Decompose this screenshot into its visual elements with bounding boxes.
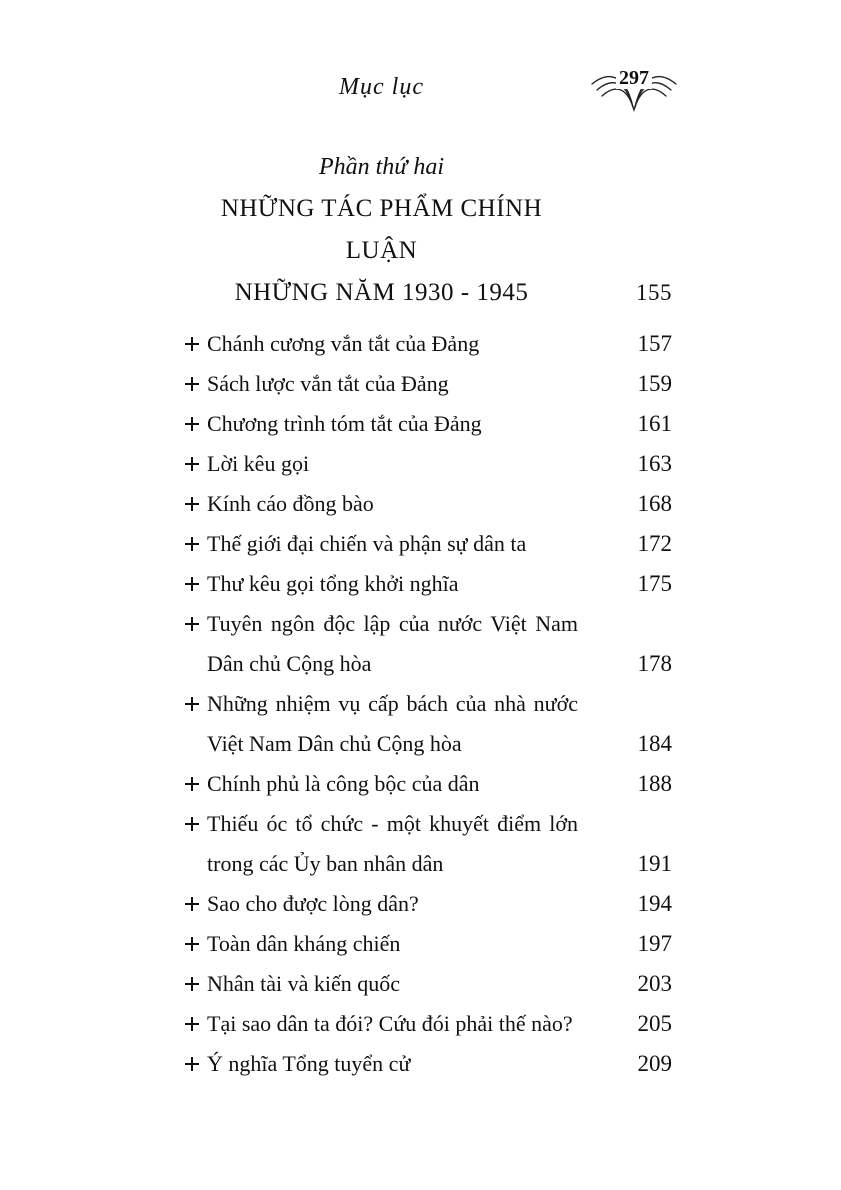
cross-bullet-icon — [185, 404, 207, 431]
entry-page-number: 197 — [637, 931, 672, 956]
section-headings — [185, 146, 672, 314]
entry-title: Tuyên ngôn độc lập của nước Việt Nam Dân chủ Cộng hòa — [207, 611, 578, 676]
entry-page-number: 175 — [637, 571, 672, 596]
cross-bullet-icon — [185, 1004, 207, 1031]
entry-page-number: 178 — [637, 651, 672, 676]
entry-title: Thế giới đại chiến và phận sự dân ta — [207, 531, 527, 556]
entry-title: Thiếu óc tổ chức - một khuyết điểm lớn trong các Ủy ban nhân dân — [207, 811, 578, 876]
entry-title: Chính phủ là công bộc của dân — [207, 771, 480, 796]
entry-page-number: 194 — [637, 891, 672, 916]
toc-entry — [185, 404, 672, 444]
toc-entry — [185, 484, 672, 524]
running-head-page-number: 297 — [588, 66, 680, 90]
entry-title: Ý nghĩa Tổng tuyển cử — [207, 1051, 411, 1076]
cross-bullet-icon — [185, 364, 207, 391]
part-label: Phần thứ hai — [318, 154, 445, 180]
toc-entry — [185, 364, 672, 404]
entry-page-number: 159 — [637, 371, 672, 396]
toc-entry — [185, 1004, 672, 1044]
entry-title: Những nhiệm vụ cấp bách của nhà nước Việt Nam Dân chủ Cộng hòa — [207, 691, 578, 756]
section-title-line1: NHỮNG TÁC PHẨM CHÍNH LUẬN — [220, 195, 543, 264]
page-number-badge — [588, 66, 680, 116]
toc-entry — [185, 1044, 672, 1084]
running-head — [185, 67, 672, 114]
cross-bullet-icon — [185, 1044, 207, 1071]
entry-page-number: 172 — [637, 531, 672, 556]
cross-bullet-icon — [185, 884, 207, 911]
toc-entry — [185, 444, 672, 484]
entry-page-number: 203 — [637, 971, 672, 996]
toc-entry — [185, 604, 672, 684]
entry-page-number: 157 — [637, 331, 672, 356]
entry-title: Sao cho được lòng dân? — [207, 891, 419, 916]
cross-bullet-icon — [185, 564, 207, 591]
section-title-line2: NHỮNG NĂM 1930 - 1945 — [234, 279, 529, 306]
cross-bullet-icon — [185, 444, 207, 471]
cross-bullet-icon — [185, 684, 207, 711]
content-column — [185, 67, 672, 1084]
toc-entry — [185, 804, 672, 884]
entry-title: Lời kêu gọi — [207, 451, 310, 476]
cross-bullet-icon — [185, 964, 207, 991]
entry-title: Nhân tài và kiến quốc — [207, 971, 401, 996]
running-head-title: Mục lục — [339, 74, 424, 100]
entry-page-number: 168 — [637, 491, 672, 516]
toc-entry — [185, 564, 672, 604]
entry-page-number: 205 — [637, 1011, 672, 1036]
toc-entry — [185, 524, 672, 564]
entry-title: Thư kêu gọi tổng khởi nghĩa — [207, 571, 459, 596]
entry-page-number: 163 — [637, 451, 672, 476]
entry-title: Toàn dân kháng chiến — [207, 931, 401, 956]
entry-page-number: 188 — [637, 771, 672, 796]
entry-page-number: 209 — [637, 1051, 672, 1076]
section-title-row2 — [185, 272, 672, 314]
entry-title: Sách lược vắn tắt của Đảng — [207, 371, 449, 396]
cross-bullet-icon — [185, 524, 207, 551]
cross-bullet-icon — [185, 484, 207, 511]
toc-entry — [185, 324, 672, 364]
entry-title: Kính cáo đồng bào — [207, 491, 374, 516]
cross-bullet-icon — [185, 604, 207, 631]
toc-entries — [185, 324, 672, 1084]
toc-entry — [185, 924, 672, 964]
cross-bullet-icon — [185, 324, 207, 351]
cross-bullet-icon — [185, 804, 207, 831]
toc-entry — [185, 884, 672, 924]
entry-title: Chánh cương vắn tắt của Đảng — [207, 331, 480, 356]
entry-page-number: 184 — [637, 731, 672, 756]
toc-entry — [185, 684, 672, 764]
toc-entry — [185, 764, 672, 804]
cross-bullet-icon — [185, 764, 207, 791]
entry-page-number: 191 — [637, 851, 672, 876]
entry-page-number: 161 — [637, 411, 672, 436]
cross-bullet-icon — [185, 924, 207, 951]
section-page-number: 155 — [636, 280, 672, 305]
entry-title: Tại sao dân ta đói? Cứu đói phải thế nào? — [207, 1011, 573, 1036]
entry-title: Chương trình tóm tắt của Đảng — [207, 411, 482, 436]
toc-entry — [185, 964, 672, 1004]
